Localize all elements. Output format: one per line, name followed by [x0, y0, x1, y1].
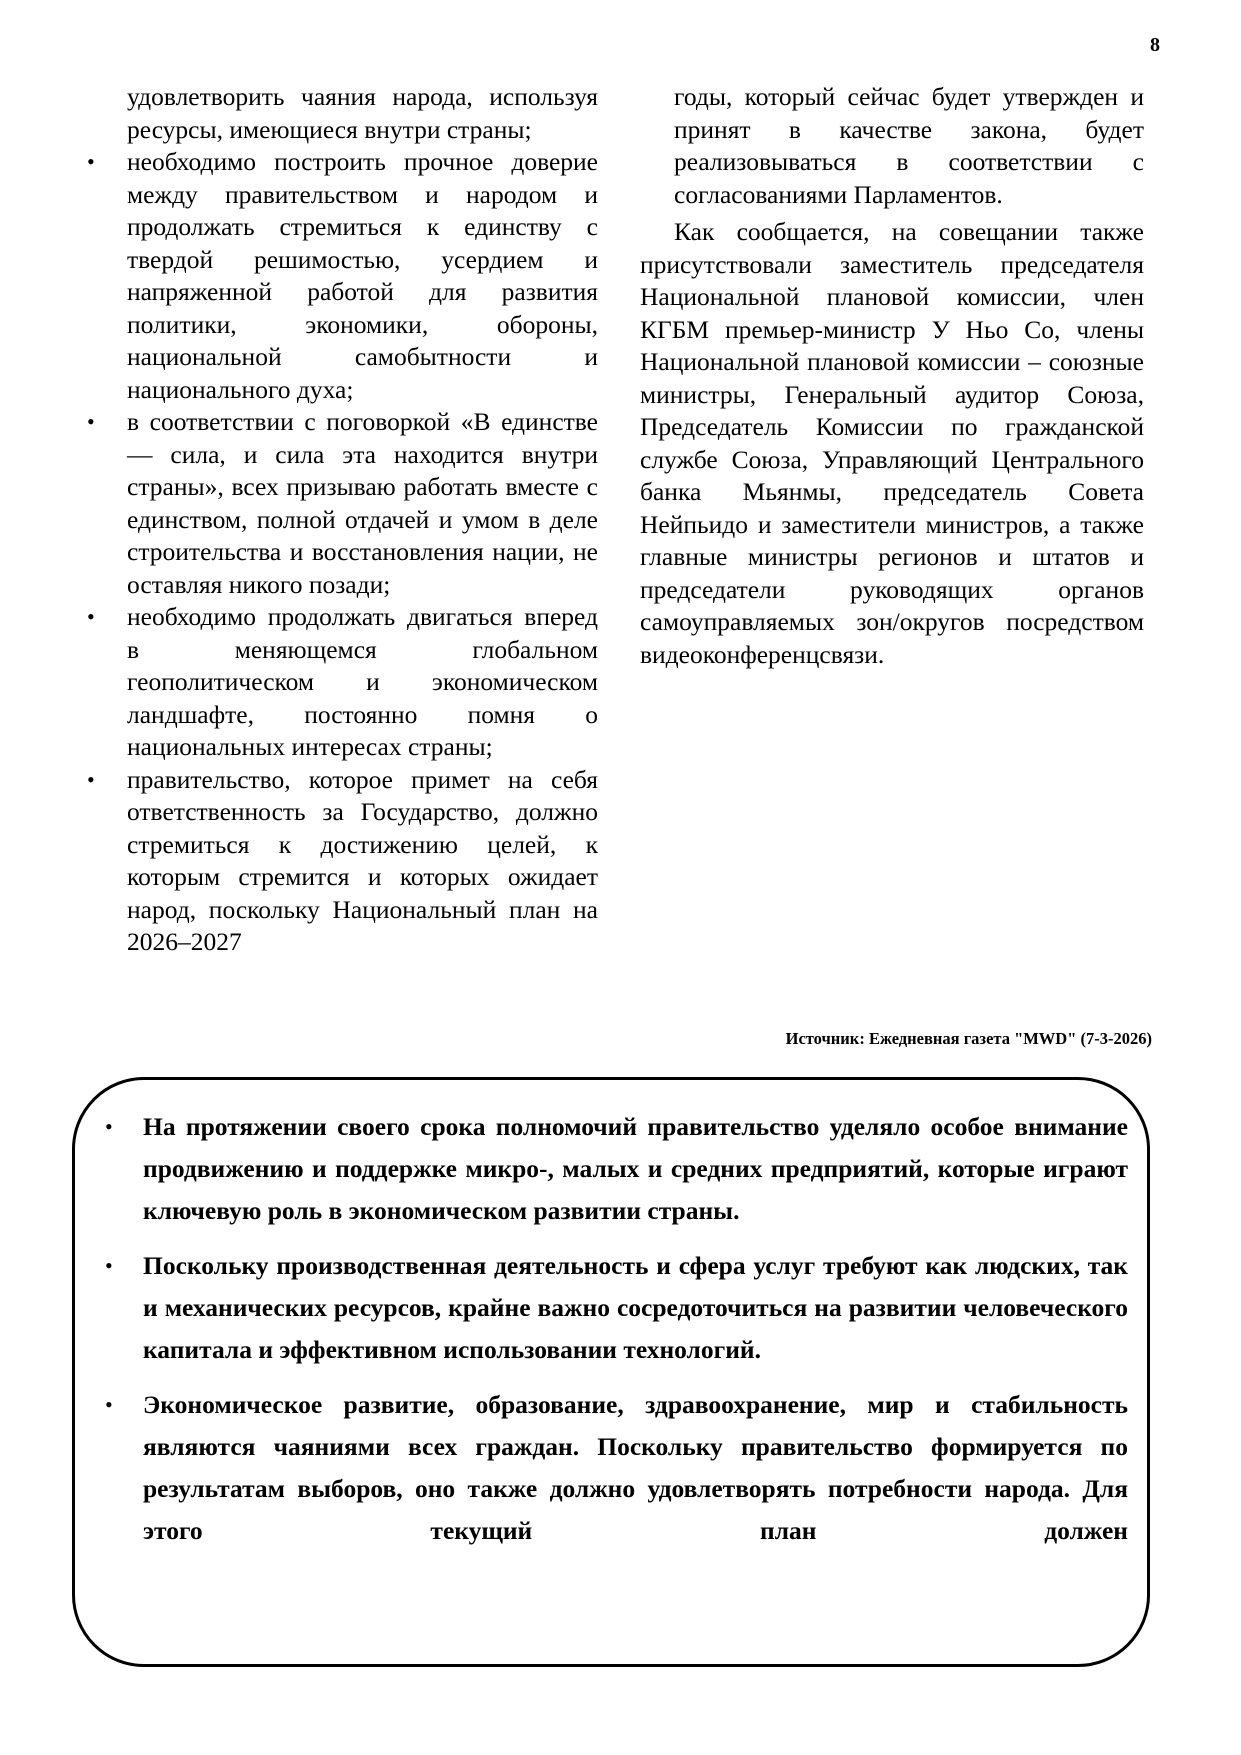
list-item-text: правительство, которое примет на себя ответственность за Государство, должно стремиться к достижению целей, к которым стремится и которых ожидает народ, поскольку Национальный план на 2026–2027 [127, 764, 598, 956]
list-item [105, 1245, 1128, 1371]
list-item-text: Экономическое развитие, образование, здравоохранение, мир и стабильность являются чаяниями всех граждан. Поскольку правительство формируется по результатам выборов, оно также должно удовлетворять потребности народа. Для этого текущий план должен [143, 1390, 1128, 1545]
bullet-icon: • [87, 149, 95, 174]
left-continuation-text: удовлетворить чаяния народа, используя ресурсы, имеющиеся внутри страны; [127, 82, 598, 144]
left-bullet-list [80, 146, 598, 959]
highlight-bullet-list [105, 1106, 1128, 1565]
bullet-icon: • [87, 409, 95, 434]
list-item-text: в соответствии с поговоркой «В единстве — сила, и сила эта находится внутри страны», всех призываю работать вместе с единством, полной отдачей и умом в деле строительства и восстановления нации, не оставляя никого позади; [127, 407, 598, 599]
list-item-text: необходимо построить прочное доверие между правительством и народом и продолжать стремиться к единству с твердой решимостью, усердием и напряженной работой для развития политики, экономики, обороны, национальной самобытности и национального духа; [127, 147, 598, 404]
left-column [80, 81, 598, 959]
list-item [105, 1384, 1128, 1552]
list-item-text: На протяжении своего срока полномочий правительство уделяло особое внимание продвижению и поддержке микро-, малых и средних предприятий, которые играют ключевую роль в экономическом развитии страны. [143, 1112, 1128, 1225]
bullet-icon: • [105, 1253, 113, 1278]
list-item [80, 406, 598, 601]
bullet-icon: • [105, 1392, 113, 1417]
bullet-icon: • [87, 766, 95, 792]
right-continuation-text: годы, который сейчас будет утвержден и принят в качестве закона, будет реализовываться в соответствии с согласованиями Парламентов. [674, 82, 1144, 209]
list-item [105, 1106, 1128, 1232]
source-citation: Источник: Ежедневная газета "MWD" (7-3-2026) [785, 1029, 1152, 1048]
list-item [80, 764, 598, 959]
list-item [80, 146, 598, 406]
right-column [640, 81, 1144, 671]
bullet-icon: • [105, 1114, 113, 1139]
bullet-icon: • [87, 604, 95, 629]
highlight-box [72, 1077, 1150, 1667]
right-paragraph: Как сообщается, на совещании также присутствовали заместитель председателя Национальной плановой комиссии, член КГБМ премьер-министр У Ньо Со, члены Национальной плановой комиссии – союзные министры, Генеральный аудитор Союза, Председатель Комиссии по гражданской службе Союза, Управляющий Центрального банка Мьянмы, председатель Совета Нейпьидо и заместители министров, а также главные министры регионов и штатов и председатели руководящих органов самоуправляемых зон/округов посредством видеоконференцсвязи. [640, 217, 1144, 669]
list-item-text: необходимо продолжать двигаться вперед в меняющемся глобальном геополитическом и экономическом ландшафте, постоянно помня о национальных интересах страны; [127, 602, 598, 761]
page-number: 8 [1150, 34, 1160, 56]
list-item-text: Поскольку производственная деятельность и сфера услуг требуют как людских, так и механических ресурсов, крайне важно сосредоточиться на развитии человеческого капитала и эффективном использовании технологий. [143, 1251, 1128, 1364]
list-item [80, 601, 598, 764]
